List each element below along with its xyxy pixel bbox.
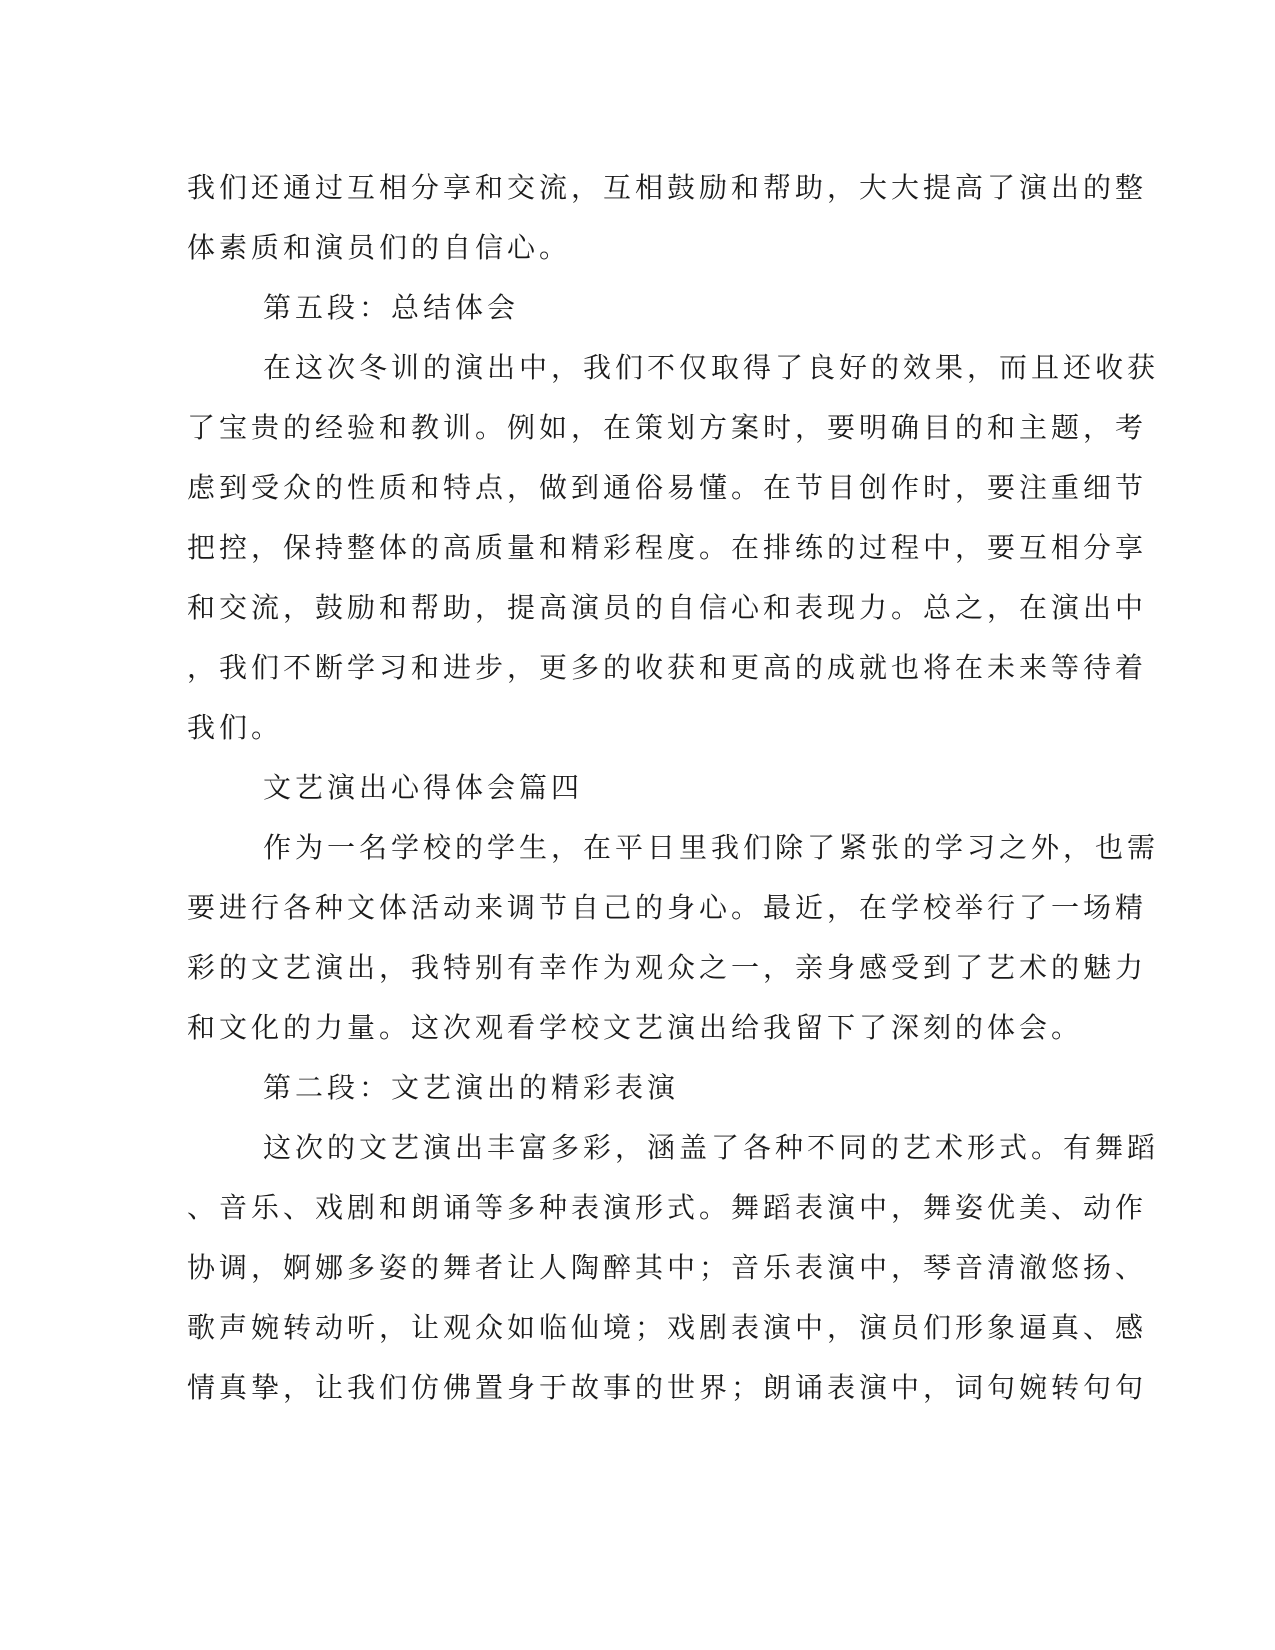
- text-line: 了宝贵的经验和教训。例如，在策划方案时，要明确目的和主题，考: [187, 411, 1148, 444]
- text-line: 要进行各种文体活动来调节自己的身心。最近，在学校举行了一场精: [187, 891, 1148, 924]
- text-line: 和文化的力量。这次观看学校文艺演出给我留下了深刻的体会。: [187, 1011, 1084, 1044]
- text-line: 我们还通过互相分享和交流，互相鼓励和帮助，大大提高了演出的整: [187, 171, 1148, 204]
- section-heading: 第五段：总结体会: [263, 291, 520, 324]
- section-heading: 文艺演出心得体会篇四: [263, 771, 584, 804]
- text-line: 彩的文艺演出，我特别有幸作为观众之一，亲身感受到了艺术的魅力: [187, 951, 1148, 984]
- text-line: 和交流，鼓励和帮助，提高演员的自信心和表现力。总之，在演出中: [187, 591, 1148, 624]
- text-line: 体素质和演员们的自信心。: [187, 231, 572, 264]
- text-line: 情真挚，让我们仿佛置身于故事的世界；朗诵表演中，词句婉转句句: [187, 1371, 1148, 1404]
- text-line: 在这次冬训的演出中，我们不仅取得了良好的效果，而且还收获: [263, 351, 1160, 384]
- document-body: [187, 158, 1160, 1418]
- text-line: 协调，婀娜多姿的舞者让人陶醉其中；音乐表演中，琴音清澈悠扬、: [187, 1251, 1148, 1284]
- text-line: 作为一名学校的学生，在平日里我们除了紧张的学习之外，也需: [263, 831, 1160, 864]
- text-line: 这次的文艺演出丰富多彩，涵盖了各种不同的艺术形式。有舞蹈: [263, 1131, 1160, 1164]
- text-line: 虑到受众的性质和特点，做到通俗易懂。在节目创作时，要注重细节: [187, 471, 1148, 504]
- text-line: 歌声婉转动听，让观众如临仙境；戏剧表演中，演员们形象逼真、感: [187, 1311, 1148, 1344]
- text-line: 我们。: [187, 711, 284, 744]
- text-line: 把控，保持整体的高质量和精彩程度。在排练的过程中，要互相分享: [187, 531, 1148, 564]
- text-line: 、音乐、戏剧和朗诵等多种表演形式。舞蹈表演中，舞姿优美、动作: [187, 1191, 1148, 1224]
- text-line: ，我们不断学习和进步，更多的收获和更高的成就也将在未来等待着: [187, 651, 1148, 684]
- section-heading: 第二段：文艺演出的精彩表演: [263, 1071, 680, 1104]
